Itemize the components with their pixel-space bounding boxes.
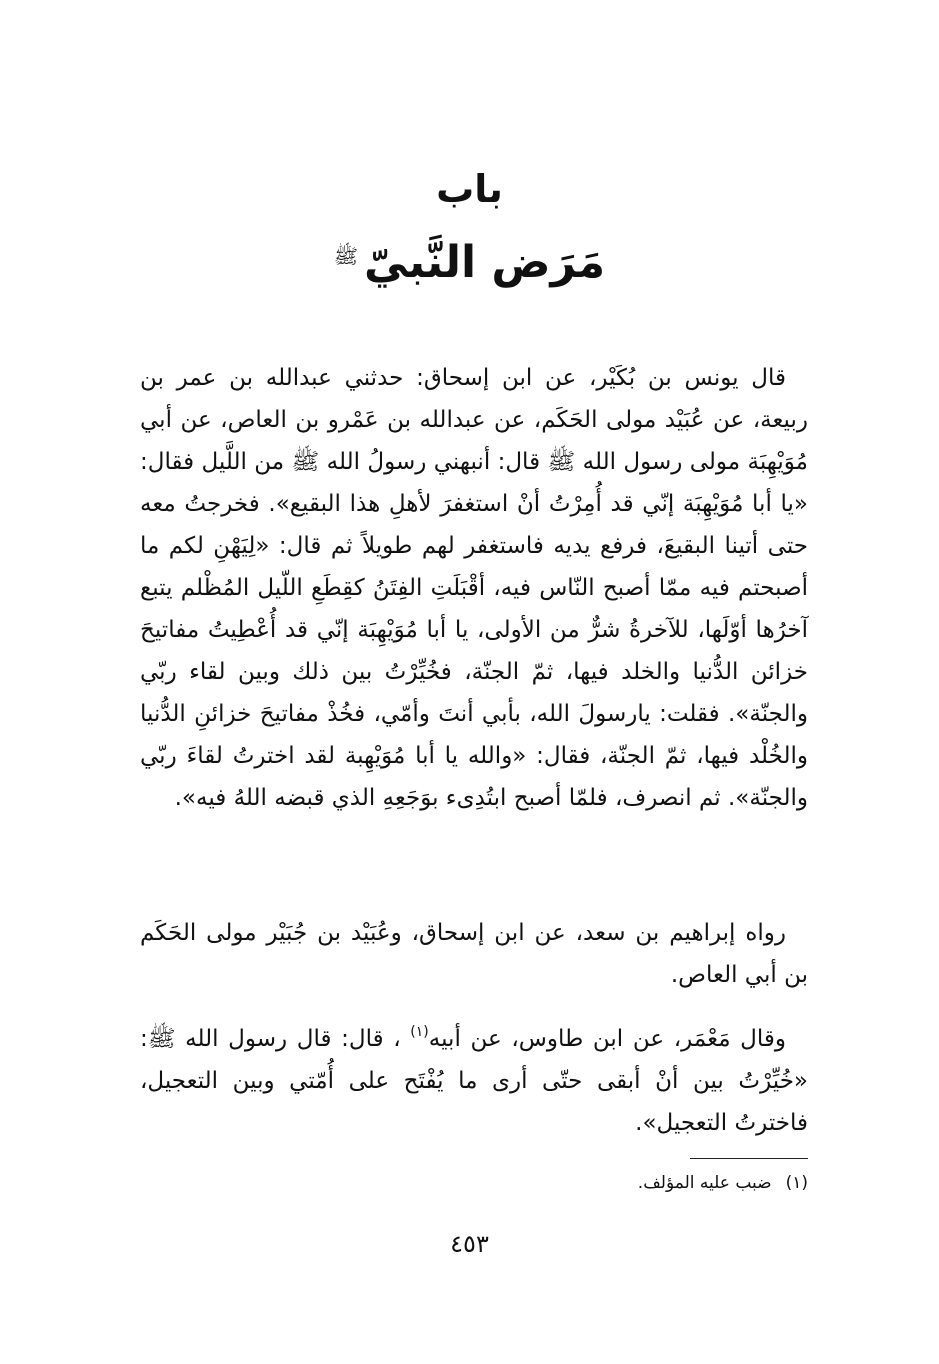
- body-paragraph: [140, 1011, 808, 1144]
- footnote-divider: [690, 1158, 808, 1159]
- footnote: [400, 1168, 808, 1198]
- paragraph-text: رواه إبراهيم بن سعد، عن ابن إسحاق، وعُبَيْد بن جُبَيْر مولى الحَكَم بن أبي العاص.: [140, 920, 808, 988]
- chapter-title: [0, 224, 939, 295]
- chapter-label: باب: [436, 167, 503, 211]
- honorific-glyph: ﷺ: [333, 244, 358, 268]
- paragraph-text: [140, 1011, 808, 1144]
- body-paragraph: [140, 912, 808, 996]
- paragraph-text-after-note: ، قال: قال رسول الله ﷺ: «خُيِّرْتُ بين أنْ أبقى حتّى أرى ما يُفْتَح على أُمّتي وبين التعجيل، فاخترتُ التعجيل».: [140, 1026, 808, 1136]
- footnote-text: ضبب عليه المؤلف.: [637, 1173, 772, 1193]
- page-number: ٤٥٣: [450, 1230, 489, 1258]
- body-paragraph: [140, 357, 808, 819]
- chapter-title-text: مَرَض النَّبيّ: [364, 237, 606, 288]
- footnote-reference[interactable]: (١): [410, 1024, 429, 1040]
- paragraph-text-before-note: وقال مَعْمَر، عن ابن طاوس، عن أبيه: [428, 1026, 786, 1052]
- paragraph-text: قال يونس بن بُكَيْر، عن ابن إسحاق: حدثني عبدالله بن عمر بن ربيعة، عن عُبَيْد مولى الحَكَم، عن عبدالله بن عَمْرو بن العاص، عن أبي مُوَيْهِبَة مولى رسول الله ﷺ قال: أنبهني رسولُ الله ﷺ من اللَّيل فقال: «يا أبا مُوَيْهِبَة إنّي قد أُمِرْتُ أنْ استغفرَ لأهلِ هذا البقيع». فخرجتُ معه حتى أتينا البقيعَ، فرفع يديه فاستغفر لهم طويلاً ثم قال: «لِيَهْنِ لكم ما أصبحتم فيه ممّا أصبح النّاس فيه، أقْبَلَتِ الفِتَنُ كقِطَعِ اللّيل المُظْلم يتبع آخرُها أوّلَها، للآخرةُ شرٌّ من الأولى، يا أبا مُوَيْهِبَة إنّي قد أُعْطِيتُ مفاتيحَ خزائن الدُّنيا والخلد فيها، ثمّ الجنّة، فخُيِّرْتُ بين ذلك وبين لقاء ربّي والجنّة». فقلت: يارسولَ الله، بأبي أنتَ وأمّي، فخُذْ مفاتيحَ خزائنِ الدُّنيا والخُلْد فيها، ثمّ الجنّة، فقال: «والله يا أبا مُوَيْهِبة لقد اخترتُ لقاءَ ربّي والجنّة». ثم انصرف، فلمّا أصبح ابتُدِىء بوَجَعِهِ الذي قبضه اللهُ فيه».: [140, 365, 808, 811]
- footnote-number: (١): [785, 1173, 808, 1193]
